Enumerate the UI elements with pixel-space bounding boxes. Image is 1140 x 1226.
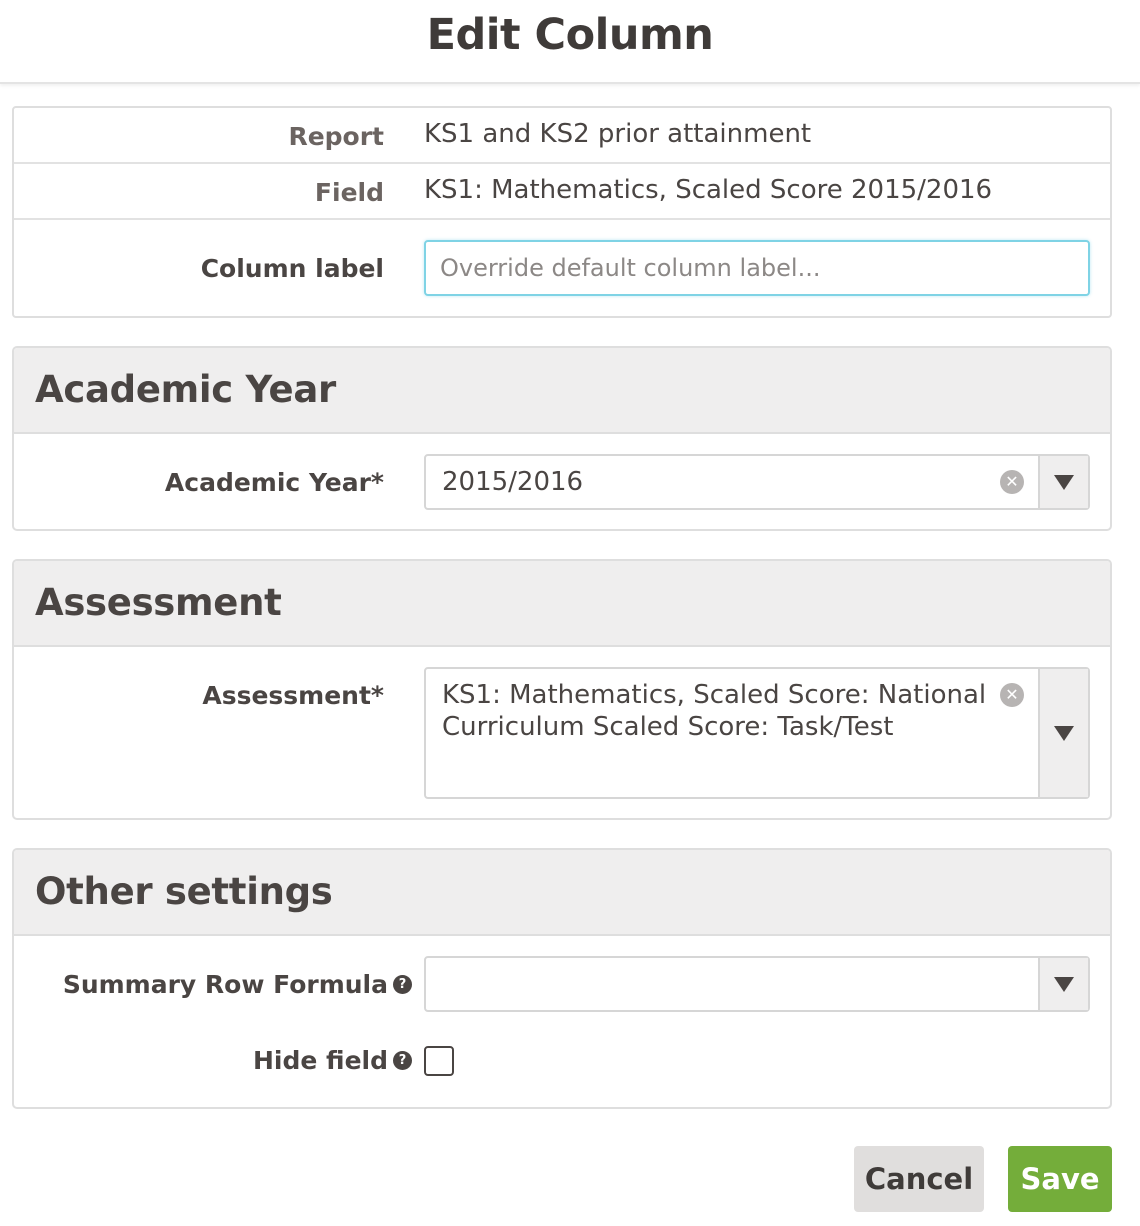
- help-icon[interactable]: ?: [393, 975, 412, 994]
- dropdown-arrow[interactable]: [1038, 669, 1088, 797]
- summary-row-formula-text: Summary Row Formula: [62, 970, 388, 999]
- field-label: Field: [314, 178, 384, 207]
- assessment-header: [14, 561, 1110, 647]
- hide-field-checkbox[interactable]: [424, 1046, 454, 1076]
- clear-icon[interactable]: ✕: [1000, 470, 1024, 494]
- chevron-down-icon: [1054, 726, 1074, 741]
- summary-row-formula-select[interactable]: [424, 956, 1090, 1012]
- chevron-down-icon: [1054, 475, 1074, 490]
- academic-year-section: [12, 346, 1112, 531]
- clear-icon[interactable]: ✕: [1000, 683, 1024, 707]
- other-settings-section: [12, 848, 1112, 1109]
- assessment-value: KS1: Mathematics, Scaled Score: National Curriculum Scaled Score: Task/Test: [442, 680, 987, 742]
- other-settings-header: [14, 850, 1110, 936]
- help-icon[interactable]: ?: [393, 1051, 412, 1070]
- column-label-input[interactable]: [424, 240, 1090, 296]
- academic-year-header: [14, 348, 1110, 434]
- dialog-header: [0, 0, 1140, 84]
- other-settings-heading: Other settings: [35, 870, 333, 913]
- assessment-section: [12, 559, 1112, 820]
- academic-year-value: 2015/2016: [442, 467, 584, 497]
- assessment-select[interactable]: [424, 667, 1090, 799]
- field-row: [14, 164, 1110, 220]
- cancel-button[interactable]: Cancel: [854, 1146, 984, 1212]
- assessment-label: Assessment*: [202, 681, 384, 710]
- column-label-label: Column label: [200, 254, 384, 283]
- report-label: Report: [288, 122, 384, 151]
- dialog-title: Edit Column: [426, 10, 714, 60]
- dropdown-arrow[interactable]: [1038, 456, 1088, 508]
- field-value: KS1: Mathematics, Scaled Score 2015/2016: [424, 175, 993, 205]
- assessment-heading: Assessment: [35, 581, 282, 624]
- report-row: [14, 108, 1110, 164]
- column-info-panel: [12, 106, 1112, 318]
- save-button[interactable]: Save: [1008, 1146, 1112, 1212]
- dropdown-arrow[interactable]: [1038, 958, 1088, 1010]
- hide-field-text: Hide field: [253, 1046, 388, 1075]
- report-value: KS1 and KS2 prior attainment: [424, 119, 812, 149]
- hide-field-label: [14, 1046, 412, 1075]
- academic-year-heading: Academic Year: [35, 368, 336, 411]
- academic-year-label: Academic Year*: [164, 468, 384, 497]
- academic-year-select[interactable]: [424, 454, 1090, 510]
- chevron-down-icon: [1054, 977, 1074, 992]
- summary-row-formula-label: [14, 970, 412, 999]
